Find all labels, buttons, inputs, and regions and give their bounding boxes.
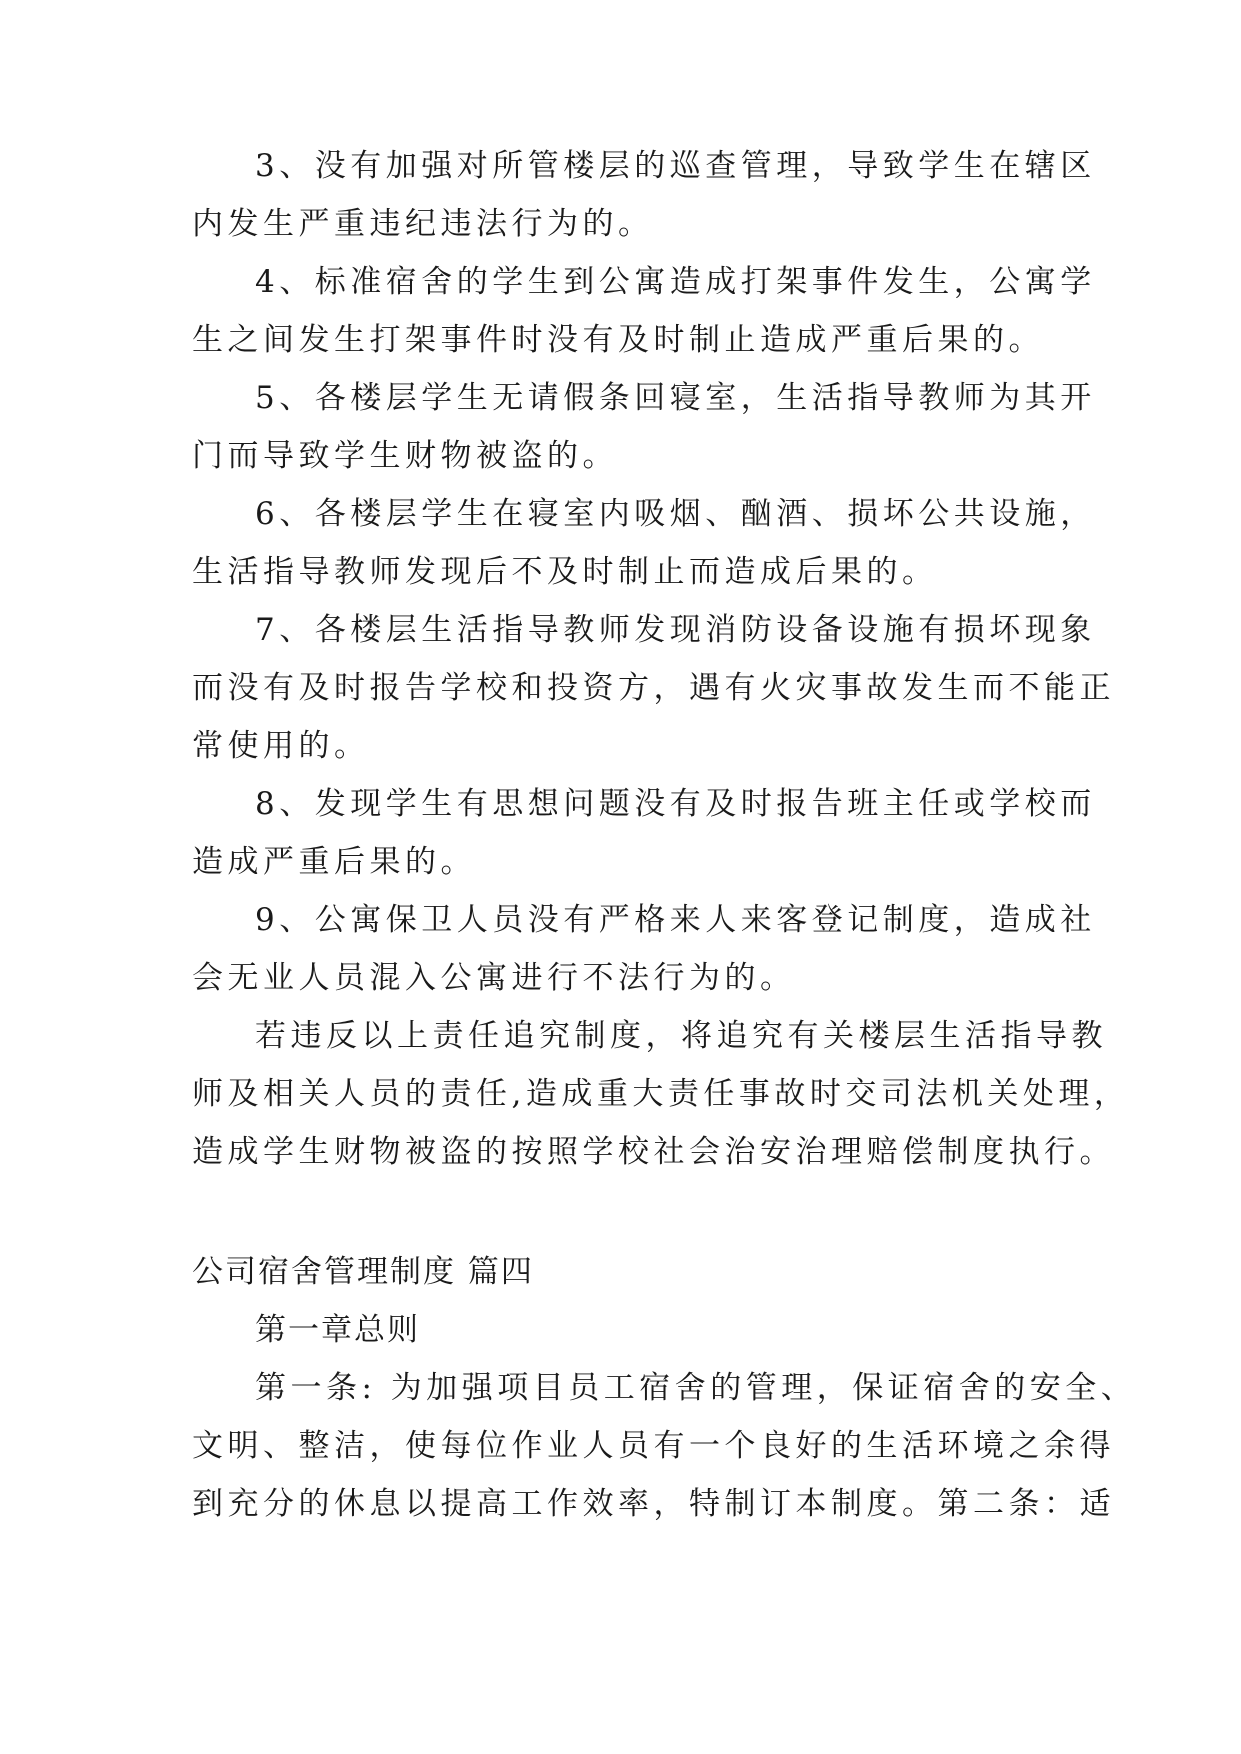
paragraph-line: 师及相关人员的责任,造成重大责任事故时交司法机关处理， — [192, 1076, 1130, 1112]
section-line: 文明、整洁，使每位作业人员有一个良好的生活环境之余得 — [192, 1428, 1115, 1464]
paragraph-line: 3、没有加强对所管楼层的巡查管理，导致学生在辖区 — [255, 148, 1096, 184]
paragraph-line: 造成严重后果的。 — [192, 844, 476, 880]
paragraph-6 — [192, 485, 1096, 601]
paragraph-line: 9、公寓保卫人员没有严格来人来客登记制度，造成社 — [255, 902, 1096, 938]
paragraph-line: 造成学生财物被盗的按照学校社会治安治理赔偿制度执行。 — [192, 1134, 1115, 1170]
paragraph-7 — [192, 601, 1115, 775]
paragraph-line: 常使用的。 — [192, 728, 370, 764]
paragraph-line: 而没有及时报告学校和投资方，遇有火灾事故发生而不能正 — [192, 670, 1115, 706]
document-body — [192, 137, 1130, 1181]
paragraph-line: 生之间发生打架事件时没有及时制止造成严重后果的。 — [192, 322, 1044, 358]
paragraph-line: 6、各楼层学生在寝室内吸烟、酗酒、损坏公共设施， — [255, 496, 1096, 532]
paragraph-line: 若违反以上责任追究制度，将追究有关楼层生活指导教 — [255, 1018, 1107, 1054]
paragraph-line: 4、标准宿舍的学生到公寓造成打架事件发生，公寓学 — [255, 264, 1096, 300]
section-four — [192, 1243, 1137, 1533]
paragraph-line: 门而导致学生财物被盗的。 — [192, 438, 618, 474]
paragraph-line: 7、各楼层生活指导教师发现消防设备设施有损坏现象 — [255, 612, 1096, 648]
chapter-title: 第一章总则 — [255, 1312, 420, 1348]
section-line: 第一条: 为加强项目员工宿舍的管理，保证宿舍的安全、 — [255, 1370, 1137, 1406]
paragraph-4 — [192, 253, 1096, 369]
paragraph-line: 5、各楼层学生无请假条回寝室，生活指导教师为其开 — [255, 380, 1096, 416]
paragraph-3 — [192, 137, 1096, 253]
paragraph-line: 生活指导教师发现后不及时制止而造成后果的。 — [192, 554, 938, 590]
paragraph-5 — [192, 369, 1096, 485]
paragraph-conclusion — [192, 1007, 1130, 1181]
paragraph-9 — [192, 891, 1096, 1007]
paragraph-8 — [192, 775, 1096, 891]
section-line: 到充分的休息以提高工作效率，特制订本制度。第二条：适 — [192, 1486, 1115, 1522]
paragraph-line: 8、发现学生有思想问题没有及时报告班主任或学校而 — [255, 786, 1096, 822]
paragraph-line: 会无业人员混入公寓进行不法行为的。 — [192, 960, 796, 996]
paragraph-line: 内发生严重违纪违法行为的。 — [192, 206, 654, 242]
section-heading: 公司宿舍管理制度 篇四 — [192, 1254, 534, 1290]
